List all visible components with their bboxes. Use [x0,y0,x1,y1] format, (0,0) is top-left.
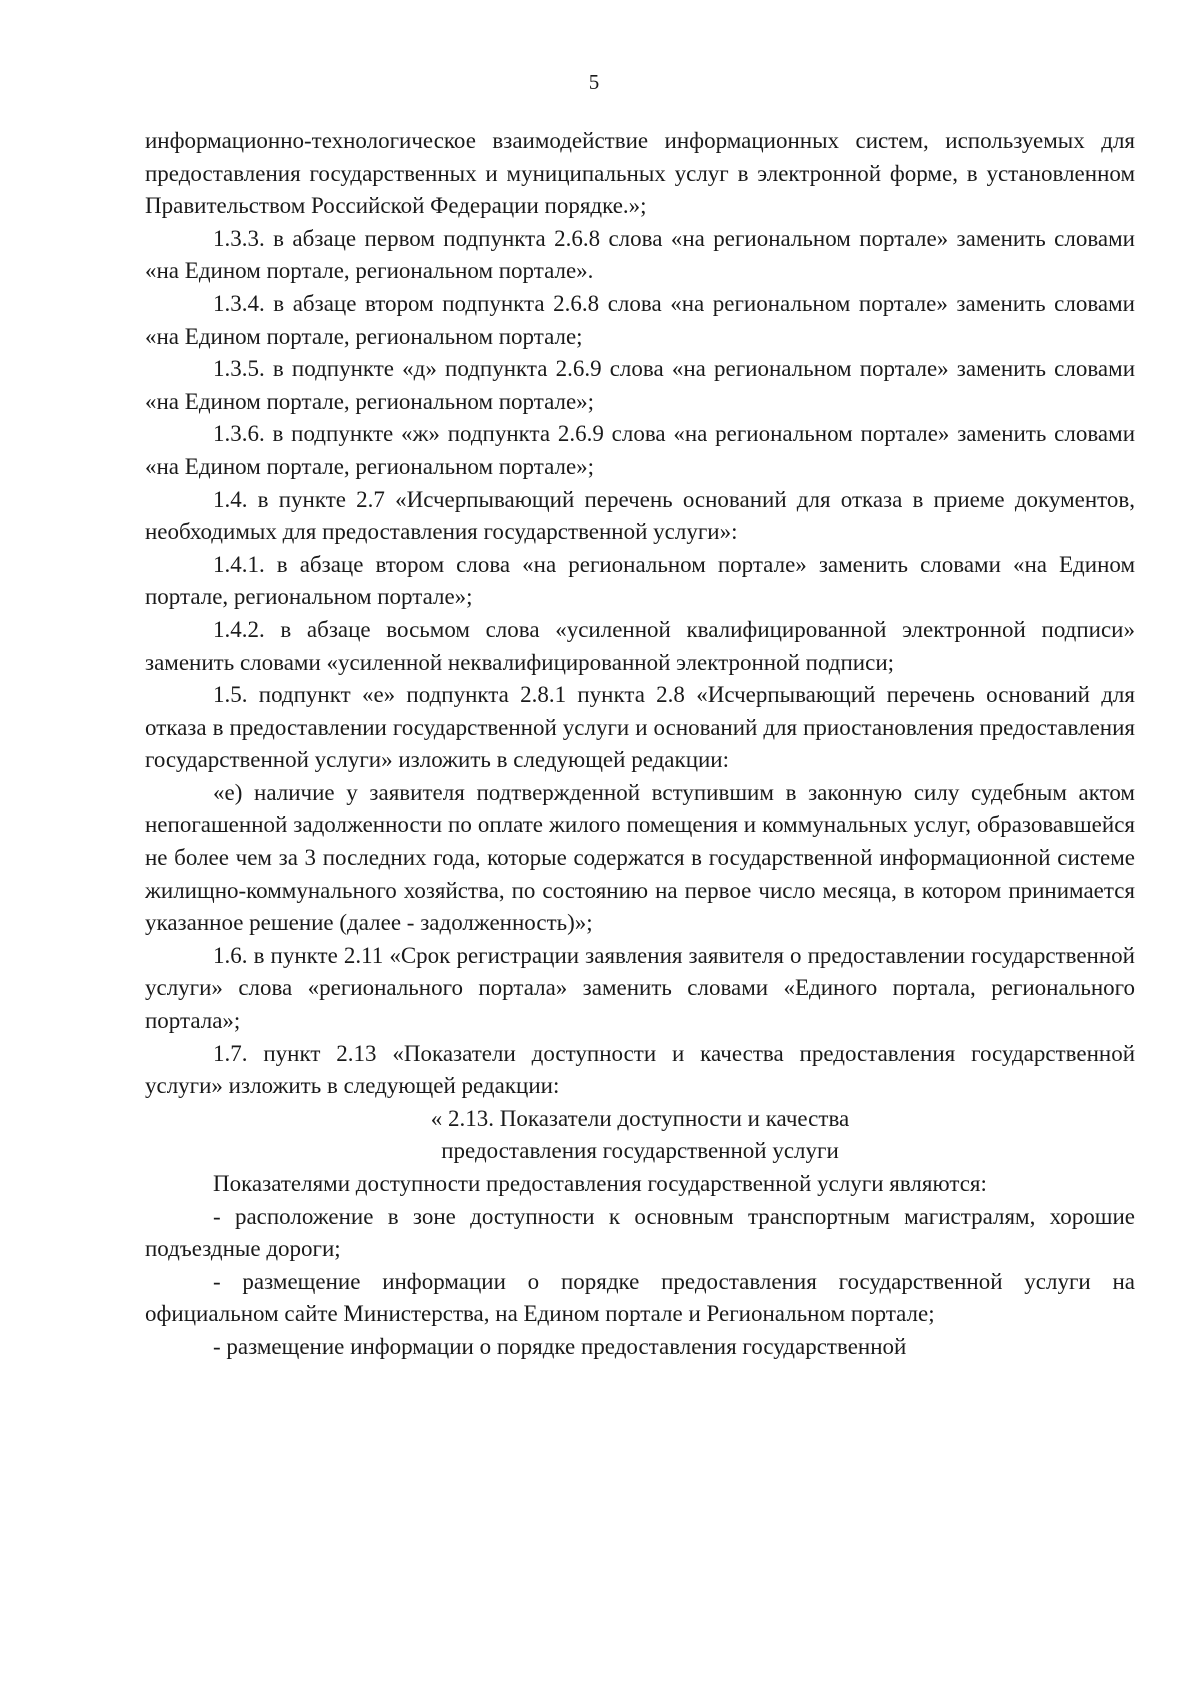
document-body [145,125,1135,1364]
paragraph-1-4: 1.4. в пункте 2.7 «Исчерпывающий перечень оснований для отказа в приеме документов, необходимых для предоставления государственной услуги»: [145,486,1135,545]
paragraph-1-5: 1.5. подпункт «е» подпункта 2.8.1 пункта 2.8 «Исчерпывающий перечень оснований для отказа в предоставлении государственной услуги и оснований для приостановления предоставления государственной услуги» изложить в следующей редакции: [145,682,1135,773]
paragraph-1-4-2: 1.4.2. в абзаце восьмом слова «усиленной квалифицированной электронной подписи» заменить словами «усиленной неквалифицированной электронной подписи; [145,616,1135,675]
paragraph-continuation: информационно-технологическое взаимодействие информационных систем, используемых для предоставления государственных и муниципальных услуг в электронной форме, в установленном Правительством Российской Федерации порядке.»; [145,128,1135,219]
list-item-info-website: - размещение информации о порядке предоставления государственной услуги на официальном сайте Министерства, на Едином портале и Региональном портале; [145,1268,1135,1327]
section-heading-line-2: предоставления государственной услуги [441,1138,839,1164]
paragraph-1-3-4: 1.3.4. в абзаце втором подпункта 2.6.8 слова «на региональном портале» заменить словами «на Едином портале, региональном портале; [145,290,1135,349]
section-heading-line-1: « 2.13. Показатели доступности и качества [430,1105,850,1131]
paragraph-1-6: 1.6. в пункте 2.11 «Срок регистрации заявления заявителя о предоставлении государственной услуги» слова «регионального портала» заменить словами «Единого портала, регионального портала»; [145,942,1135,1034]
paragraph-1-7: 1.7. пункт 2.13 «Показатели доступности и качества предоставления государственной услуги» изложить в следующей редакции: [145,1040,1135,1099]
paragraph-1-3-6: 1.3.6. в подпункте «ж» подпункта 2.6.9 слова «на региональном портале» заменить словами «на Едином портале, региональном портале»; [145,421,1135,479]
paragraph-1-4-1: 1.4.1. в абзаце втором слова «на региональном портале» заменить словами «на Едином портале, региональном портале»; [145,551,1135,610]
paragraph-quote-e: «е) наличие у заявителя подтвержденной вступившим в законную силу судебным актом непогашенной задолженности по оплате жилого помещения и коммунальных услуг, образовавшейся не более чем за 3 последних года, которые содержатся в государственной информационной системе жилищно-коммунального хозяйства, по состоянию на первое число месяца, в котором принимается указанное решение (далее - задолженность)»; [145,779,1135,936]
page-number: 5 [588,70,600,94]
paragraph-1-3-3: 1.3.3. в абзаце первом подпункта 2.6.8 слова «на региональном портале» заменить словами «на Едином портале, региональном портале». [145,225,1135,284]
list-item-location: - расположение в зоне доступности к основным транспортным магистралям, хорошие подъездные дороги; [145,1203,1135,1262]
paragraph-1-3-5: 1.3.5. в подпункте «д» подпункта 2.6.9 слова «на региональном портале» заменить словами «на Едином портале, региональном портале»; [145,356,1135,414]
list-item-info-cut: - размещение информации о порядке предоставления государственной [213,1333,907,1359]
paragraph-indicators: Показателями доступности предоставления государственной услуги являются: [213,1171,987,1196]
